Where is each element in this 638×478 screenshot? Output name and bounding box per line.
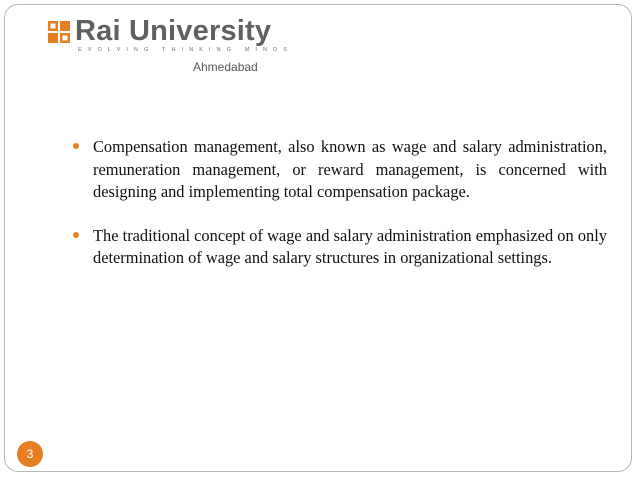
bullet-list (73, 136, 607, 291)
university-logo (47, 15, 293, 74)
shield-cross-icon (47, 20, 71, 44)
campus-name: Ahmedabad (193, 60, 258, 74)
logo-row (47, 17, 293, 46)
bullet-text: The traditional concept of wage and salary administration emphasized on only determination of wage and salary structures in organizational settings. (93, 225, 607, 267)
slide (4, 4, 632, 472)
page-number-badge: 3 (17, 441, 43, 467)
bullet-dot-icon (73, 143, 79, 149)
bullet-item (73, 136, 607, 204)
bullet-text: Compensation management, also known as wage and salary administration, remuneration management, or reward management, is concerned with designing and implementing total compensation package. (93, 137, 607, 201)
bullet-item (73, 225, 607, 270)
bullet-dot-icon (73, 232, 79, 238)
university-name: Rai University (75, 15, 272, 47)
university-tagline: EVOLVING THINKING MINDS (78, 47, 293, 53)
